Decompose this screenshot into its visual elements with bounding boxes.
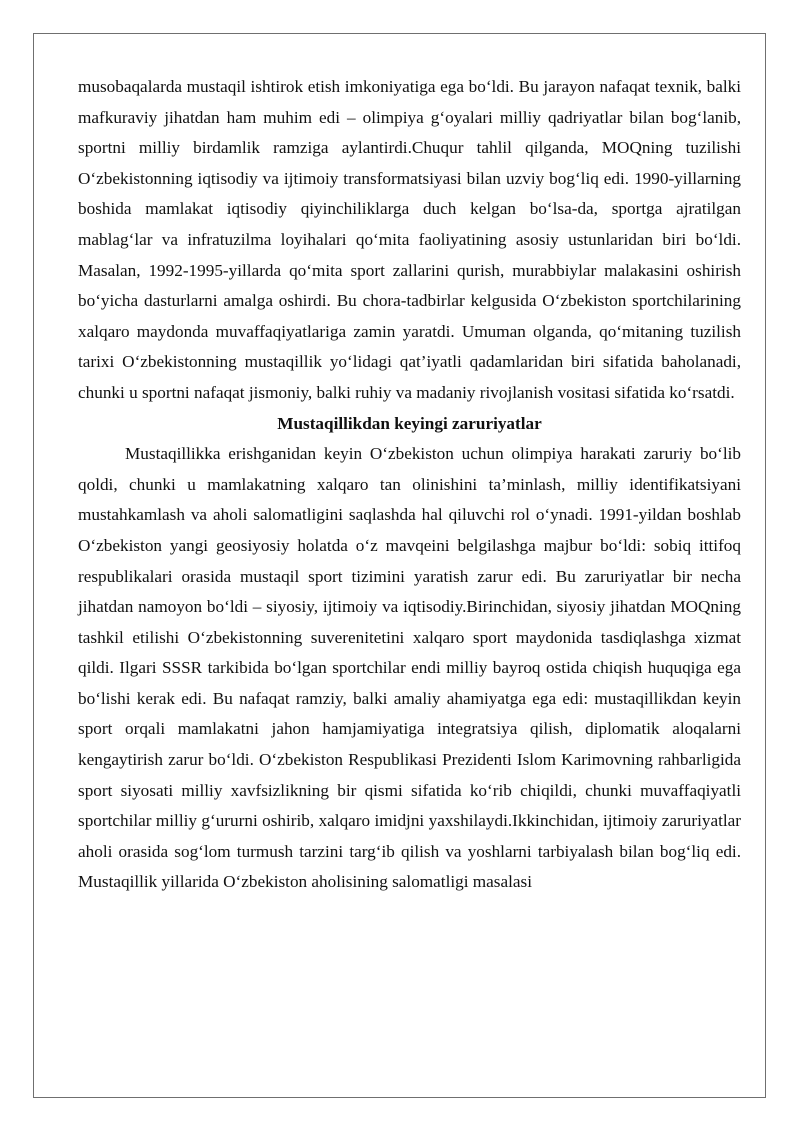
paragraph-section-intro: Mustaqillikka erishganidan keyin O‘zbekiston uchun olimpiya harakati zaruriy bo‘lib qoldi, chunki u mamlakatning xalqaro tan olinishini ta’minlash, milliy identifikatsiyani mustahkamlash va aholi salomatligini saqlashda hal qiluvchi rol o‘ynadi. 1991-yildan boshlab O‘zbekiston yangi geosiyosiy holatda o‘z mavqeini belgilashga majbur bo‘ldi: sobiq ittifoq respublikalari orasida mustaqil sport tizimini yaratish zarur edi. Bu zaruriyatlar bir necha jihatdan namoyon bo‘ldi – siyosiy, ijtimoiy va iqtisodiy.Birinchidan, siyosiy jihatdan MOQning tashkil etilishi O‘zbekistonning suverenitetini xalqaro sport maydonida tasdiqlashga xizmat qildi. Ilgari SSSR tarkibida bo‘lgan sportchilar endi milliy bayroq ostida chiqish huquqiga ega bo‘lishi kerak edi. Bu nafaqat ramziy, balki amaliy ahamiyatga ega edi: mustaqillikdan keyin sport orqali mamlakatni jahon hamjamiyatiga integratsiya qilish, diplomatik aloqalarni kengaytirish zarur bo‘ldi. O‘zbekiston Respublikasi Prezidenti Islom Karimovning rahbarligida sport siyosati milliy xavfsizlikning bir qismi sifatida ko‘rib chiqildi, chunki muvaffaqiyatli sportchilar milliy g‘ururni oshirib, xalqaro imidjni yaxshilaydi.Ikkinchidan, ijtimoiy zaruriyatlar aholi orasida sog‘lom turmush tarzini targ‘ib qilish va yoshlarni tarbiyalash bilan bog‘liq edi. Mustaqillik yillarida O‘zbekiston aholisining salomatligi masalasi: [78, 444, 741, 892]
paragraph-continuation: musobaqalarda mustaqil ishtirok etish imkoniyatiga ega bo‘ldi. Bu jarayon nafaqat texnik, balki mafkuraviy jihatdan ham muhim edi – olimpiya g‘oyalari milliy qadriyatlar bilan bog‘lanib, sportni milliy birdamlik ramziga aylantirdi.Chuqur tahlil qilganda, MOQning tuzilishi O‘zbekistonning iqtisodiy va ijtimoiy transformatsiyasi bilan uzviy bog‘liq edi. 1990-yillarning boshida mamlakat iqtisodiy qiyinchiliklarga duch kelgan bo‘lsa-da, sportga ajratilgan mablag‘lar va infratuzilma loyihalari qo‘mita faoliyatining asosiy ustunlaridan biri bo‘ldi. Masalan, 1992-1995-yillarda qo‘mita sport zallarini qurish, murabbiylar malakasini oshirish bo‘yicha dasturlarni amalga oshirdi. Bu chora-tadbirlar kelgusida O‘zbekiston sportchilarining xalqaro maydonda muvaffaqiyatlariga zamin yaratdi. Umuman olganda, qo‘mitaning tuzilish tarixi O‘zbekistonning mustaqillik yo‘lidagi qat’iyatli qadamlaridan biri sifatida baholanadi, chunki u sportni nafaqat jismoniy, balki ruhiy va madaniy rivojlanish vositasi sifatida ko‘rsatdi.: [78, 77, 741, 402]
section-heading: Mustaqillikdan keyingi zaruriyatlar: [277, 413, 542, 433]
document-body: [78, 72, 741, 898]
